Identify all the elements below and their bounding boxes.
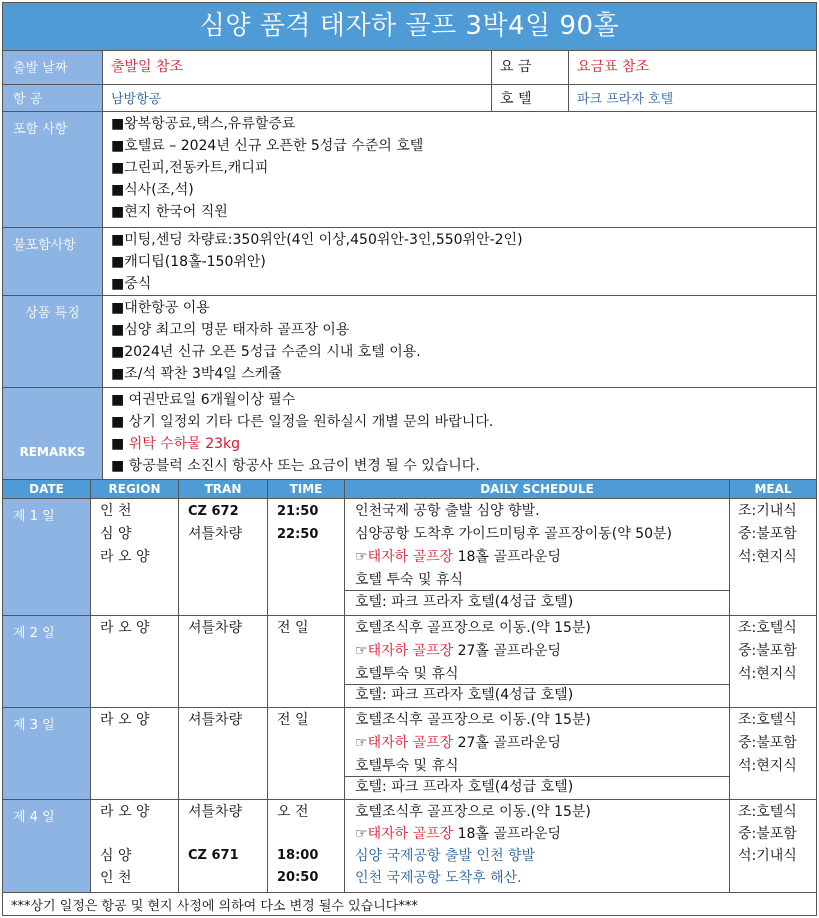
feature-item: ■심양 최고의 명문 태자하 골프장 이용	[111, 322, 350, 338]
depart-label: 출발 날짜	[3, 51, 102, 84]
day-time: 21:50 22:50	[277, 504, 319, 542]
divider	[3, 479, 816, 480]
day-schedule: 호텔조식후 골프장으로 이동.(약 15분) ☞태자하 골프장 27홀 골프라운딩 호텔투숙 및 휴식	[355, 620, 591, 682]
divider	[568, 50, 569, 111]
divider	[3, 799, 816, 800]
day-meal: 조:호텔식 중:불포함 석:현지식	[738, 712, 797, 774]
remarks-label: REMARKS	[3, 388, 102, 479]
feature-item: ■대한항공 이용	[111, 300, 210, 316]
depart-value: 출발일 참조	[111, 59, 184, 75]
day-region: 라 오 양	[100, 712, 150, 728]
divider	[90, 479, 91, 892]
golf-course-link: 태자하 골프장	[367, 643, 454, 659]
day-transport: 셔틀차량	[188, 712, 243, 728]
remark-item: ■ 위탁 수하물 23kg	[111, 436, 241, 452]
divider	[267, 479, 268, 892]
divider	[3, 111, 816, 112]
day-transport: CZ 672 셔틀차량	[188, 504, 243, 542]
feature-item: ■2024년 신규 오픈 5성급 수준의 시내 호텔 이용.	[111, 344, 421, 360]
day-meal: 조:호텔식 중:불포함 석:현지식	[738, 620, 797, 682]
divider	[3, 84, 816, 85]
day-region: 라 오 양 심 양 인 천	[100, 804, 150, 886]
divider	[3, 227, 816, 228]
golf-course-link: 태자하 골프장	[367, 826, 454, 842]
baggage-note: 위탁 수하물 23kg	[128, 436, 241, 452]
day-label: 제 4 일	[3, 800, 90, 892]
footer-note: ***상기 일정은 항공 및 현지 사정에 의하여 다소 변경 될수 있습니다***	[11, 899, 418, 914]
divider	[345, 590, 729, 591]
header-tran: TRAN	[179, 480, 267, 498]
excluded-item: ■중식	[111, 276, 152, 292]
included-item: ■현지 한국어 직원	[111, 204, 228, 220]
day-schedule: 호텔조식후 골프장으로 이동.(약 15분) ☞태자하 골프장 18홀 골프라운딩 심양 국제공항 출발 인천 향발 인천 국제공항 도착후 해산.	[355, 804, 591, 886]
remark-item: ■ 상기 일정외 기타 다른 일정을 원하실시 개별 문의 바랍니다.	[111, 414, 494, 430]
golf-course-link: 태자하 골프장	[367, 549, 454, 565]
divider	[491, 50, 492, 111]
feature-item: ■조/석 꽉찬 3박4일 스케쥴	[111, 366, 282, 382]
day-label: 제 1 일	[3, 499, 90, 615]
fee-value: 요금표 참조	[577, 59, 650, 75]
included-label: 포함 사항	[3, 112, 102, 227]
included-item: ■호텔료 – 2024년 신규 오픈한 5성급 수준의 호텔	[111, 138, 424, 154]
divider	[344, 479, 345, 892]
included-item: ■식사(조,석)	[111, 182, 194, 198]
divider	[3, 498, 816, 499]
excluded-label: 불포함사항	[3, 228, 102, 295]
included-list	[111, 113, 811, 226]
day-time: 전 일	[277, 712, 309, 728]
divider	[345, 776, 729, 777]
divider	[3, 295, 816, 296]
day-label: 제 3 일	[3, 708, 90, 799]
remarks-list	[111, 389, 811, 478]
header-region: REGION	[91, 480, 178, 498]
divider	[3, 892, 816, 893]
divider	[102, 50, 103, 479]
header-meal: MEAL	[730, 480, 816, 498]
fee-label: 요 금	[500, 59, 532, 75]
remark-item: ■ 여권만료일 6개월이상 필수	[111, 392, 296, 408]
divider	[3, 615, 816, 616]
day-hotel: 호텔: 파크 프라자 호텔(4성급 호텔)	[355, 687, 574, 703]
divider	[729, 479, 730, 892]
day-region: 라 오 양	[100, 620, 150, 636]
features-list	[111, 297, 811, 386]
airline-value: 남방항공	[111, 92, 162, 107]
day-region: 인 천 심 양 라 오 양	[100, 503, 150, 565]
features-label: 상품 특징	[3, 296, 102, 387]
excluded-item: ■캐디팁(18홀-150위안)	[111, 254, 266, 270]
included-item: ■그린피,전동카트,캐디피	[111, 160, 269, 176]
page-title: 심양 품격 태자하 골프 3박4일 90홀	[3, 3, 816, 50]
hotel-label: 호 텔	[500, 91, 532, 107]
day-transport: 셔틀차량 CZ 671	[188, 804, 243, 863]
day-schedule: 인천국제 공항 출발 심양 향발. 심양공항 도착후 가이드미팅후 골프장이동(약 50분) ☞태자하 골프장 18홀 골프라운딩 호텔 투숙 및 휴식	[355, 503, 673, 588]
day-time: 오 전 18:00 20:50	[277, 804, 319, 885]
divider	[3, 387, 816, 388]
header-date: DATE	[3, 480, 90, 498]
airline-label: 항 공	[3, 85, 102, 111]
day-meal: 조:기내식 중:불포함 석:현지식	[738, 503, 797, 565]
header-daily-schedule: DAILY SCHEDULE	[345, 480, 729, 498]
remark-item: ■ 항공블럭 소진시 항공사 또는 요금이 변경 될 수 있습니다.	[111, 458, 480, 474]
included-item: ■왕복항공료,택스,유류할증료	[111, 116, 296, 132]
divider	[178, 479, 179, 892]
divider	[3, 707, 816, 708]
header-time: TIME	[268, 480, 344, 498]
day-hotel: 호텔: 파크 프라자 호텔(4성급 호텔)	[355, 594, 574, 610]
hotel-value: 파크 프라자 호텔	[577, 92, 674, 107]
day-hotel: 호텔: 파크 프라자 호텔(4성급 호텔)	[355, 779, 574, 795]
day-label: 제 2 일	[3, 616, 90, 707]
day-schedule: 호텔조식후 골프장으로 이동.(약 15분) ☞태자하 골프장 27홀 골프라운딩 호텔투숙 및 휴식	[355, 712, 591, 774]
divider	[3, 50, 816, 51]
excluded-item: ■미팅,센딩 차량료:350위안(4인 이상,450위안-3인,550위안-2인)	[111, 232, 523, 248]
day-time: 전 일	[277, 620, 309, 636]
excluded-list	[111, 229, 811, 295]
day-meal: 조:호텔식 중:불포함 석:기내식	[738, 804, 797, 864]
day-transport: 셔틀차량	[188, 620, 243, 636]
divider	[345, 684, 729, 685]
golf-course-link: 태자하 골프장	[367, 735, 454, 751]
